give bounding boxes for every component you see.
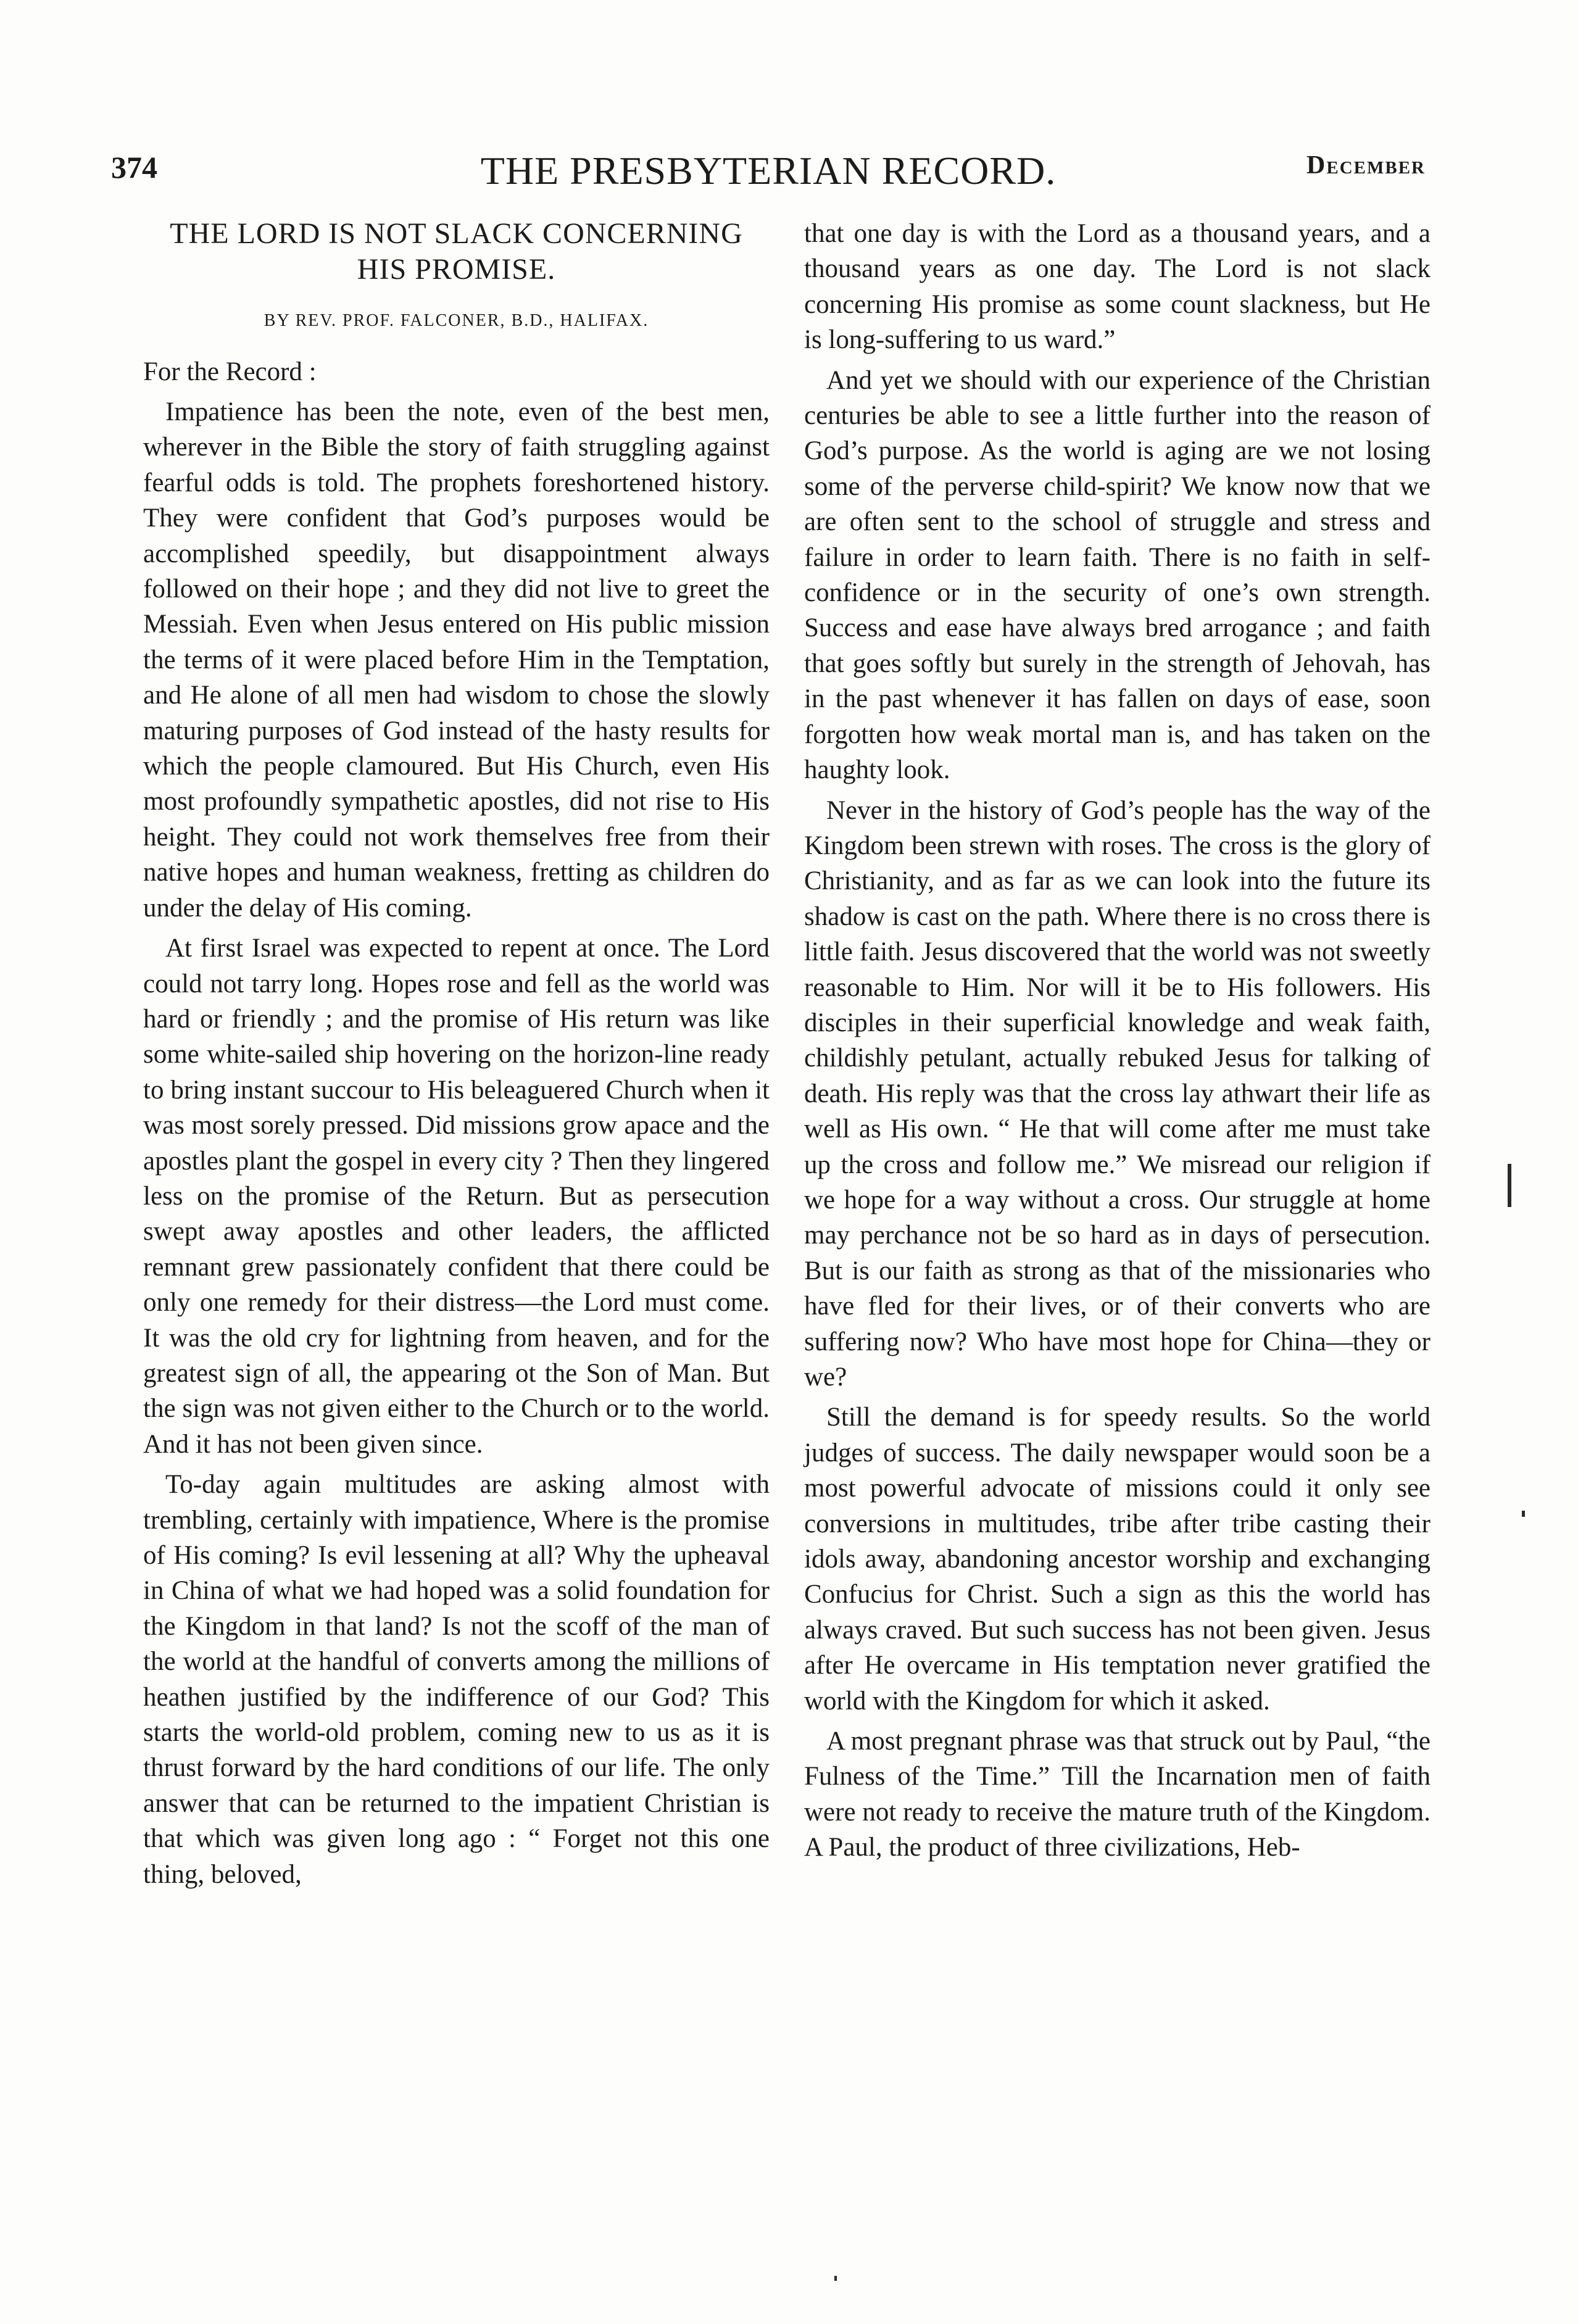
- paragraph: At first Israel was expected to repent at once. The Lord could not tarry long. Hopes rose and fell as the world was hard or friendly ; and the promise of His return was like some white-sailed ship hovering on the horizon-line ready to bring instant succour to His beleaguered Church when it was most sorely pressed. Did missions grow apace and the apostles plant the gospel in every city ? Then they lingered less on the promise of the Return. But as persecution swept away apostles and other leaders, the afflicted remnant grew passionately confident that there could be only one remedy for their distress—the Lord must come. It was the old cry for lightning from heaven, and for the greatest sign of all, the appearing ot the Son of Man. But the sign was not given either to the Church or to the world. And it has not been given since.: [143, 934, 770, 1459]
- right-column: [804, 216, 1431, 1865]
- scan-artifact-mark: [1508, 1164, 1511, 1207]
- left-column-body: [143, 394, 770, 1892]
- article-title: THE LORD IS NOT SLACK CONCERNING HIS PROMISE.: [170, 217, 743, 286]
- scan-artifact-mark: [1522, 1511, 1525, 1517]
- left-column: [143, 216, 770, 1892]
- scan-artifact-mark: [834, 2276, 837, 2281]
- right-column-body: [804, 216, 1431, 1865]
- paragraph-continuation: that one day is with the Lord as a thousand years, and a thousand years as one day. The Lord is not slack concerning His promise as some count slackness, but He is long-suffering to us ward.”: [804, 219, 1431, 355]
- paragraph: Still the demand is for speedy results. So the world judges of success. The daily newspaper would soon be a most powerful advocate of missions could it only see conversions in multitudes, tribe after tribe casting their idols away, abandoning ancestor worship and exchanging Confucius for Christ. Such a sign as this the world has always craved. But such success has not been given. Jesus after He overcame in His temptation never gratified the world with the Kingdom for which it asked.: [804, 1403, 1431, 1716]
- paragraph: To-day again multitudes are asking almost with trembling, certainly with impatience, Where is the promise of His coming? Is evil lessening at all? Why the upheaval in China of what we had hoped was a solid foundation for the Kingdom in that land? Is not the scoff of the man of the world at the handful of converts among the millions of heathen justified by the indifference of our God? This starts the world-old problem, coming new to us as it is thrust forward by the hard conditions of our life. The only answer that can be returned to the impatient Christian is that which was given long ago : “ Forget not this one thing, beloved,: [143, 1470, 770, 1889]
- paragraph: A most pregnant phrase was that struck out by Paul, “the Fulness of the Time.” Till the Incarnation men of faith were not ready to receive the mature truth of the Kingdom. A Paul, the product of three civilizations, Heb-: [804, 1727, 1431, 1862]
- paragraph: Impatience has been the note, even of the best men, wherever in the Bible the story of faith struggling against fearful odds is told. The prophets foreshortened history. They were confident that God’s purposes would be accomplished speedily, but disappointment always followed on their hope ; and they did not live to greet the Messiah. Even when Jesus entered on His public mission the terms of it were placed before Him in the Temptation, and He alone of all men had wisdom to chose the slowly maturing purposes of God instead of the hasty results for which the people clamoured. But His Church, even His most profoundly sympathetic apostles, did not rise to His height. They could not work themselves free from their native hopes and human weakness, fretting as children do under the delay of His coming.: [143, 397, 770, 923]
- article-byline: BY REV. PROF. FALCONER, B.D., HALIFAX.: [264, 311, 649, 330]
- page-number: 374: [111, 150, 157, 185]
- for-the-record-label: For the Record :: [143, 357, 317, 386]
- paragraph: And yet we should with our experience of the Christian centuries be able to see a little further into the reason of God’s purpose. As the world is aging are we not losing some of the perverse child-spirit? We know now that we are often sent to the school of struggle and stress and failure in order to learn faith. There is no faith in self-confidence or in the security of one’s own strength. Success and ease have always bred arrogance ; and faith that goes softly but surely in the strength of Jehovah, has in the past whenever it has fallen on days of ease, soon forgotten how weak mortal man is, and has taken on the haughty look.: [804, 365, 1431, 785]
- running-header: [111, 149, 1426, 199]
- journal-title: THE PRESBYTERIAN RECORD.: [480, 149, 1057, 193]
- paragraph: Never in the history of God’s people has the way of the Kingdom been strewn with roses. The cross is the glory of Christianity, and as far as we can look into the future its shadow is cast on the path. Where there is no cross there is little faith. Jesus discovered that the world was not sweetly reasonable to Him. Nor will it be to His followers. His disciples in their superficial knowledge and weak faith, childishly petulant, actually rebuked Jesus for talking of death. His reply was that the cross lay athwart their life as well as His own. “ He that will come after me must take up the cross and follow me.” We misread our religion if we hope for a way without a cross. Our struggle at home may perchance not be so hard as in days of persecution. But is our faith as strong as that of the missionaries who have fled for their lives, or of their converts who are suffering now? Who have most hope for China—they or we?: [804, 795, 1431, 1392]
- issue-month: December: [1306, 151, 1426, 180]
